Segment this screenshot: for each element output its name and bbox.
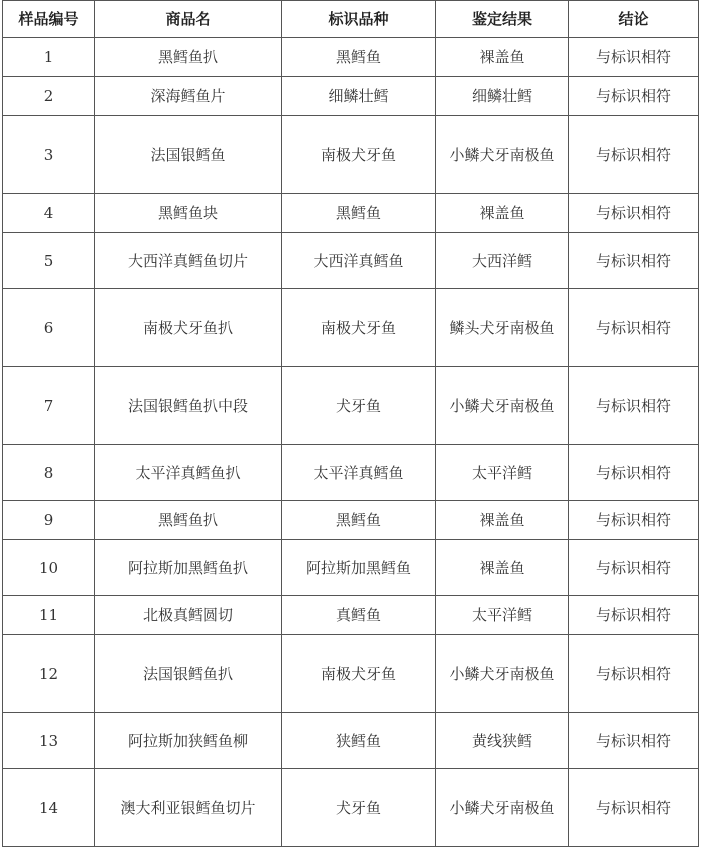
cell-result: 小鳞犬牙南极鱼 [436,367,569,445]
cell-labeled-species: 南极犬牙鱼 [282,116,436,194]
cell-labeled-species: 南极犬牙鱼 [282,635,436,713]
cell-sample-id: 1 [3,38,95,77]
cell-sample-id: 2 [3,77,95,116]
table-row [3,635,699,713]
cell-conclusion: 与标识相符 [569,596,699,635]
cell-product-name: 黑鳕鱼扒 [95,501,282,540]
cell-conclusion: 与标识相符 [569,540,699,596]
cell-labeled-species: 狭鳕鱼 [282,713,436,769]
cell-conclusion: 与标识相符 [569,713,699,769]
cell-result: 小鳞犬牙南极鱼 [436,769,569,847]
table-row [3,77,699,116]
cell-sample-id: 5 [3,233,95,289]
table-row [3,367,699,445]
cell-conclusion: 与标识相符 [569,77,699,116]
cell-conclusion: 与标识相符 [569,289,699,367]
header-row [3,1,699,38]
cell-conclusion: 与标识相符 [569,445,699,501]
table-row [3,194,699,233]
cell-sample-id: 13 [3,713,95,769]
cell-conclusion: 与标识相符 [569,38,699,77]
cell-result: 裸盖鱼 [436,501,569,540]
cell-result: 太平洋鳕 [436,596,569,635]
cell-product-name: 北极真鳕圆切 [95,596,282,635]
header-product-name: 商品名 [95,1,282,38]
cell-labeled-species: 细鳞壮鳕 [282,77,436,116]
cell-product-name: 黑鳕鱼块 [95,194,282,233]
cell-labeled-species: 黑鳕鱼 [282,194,436,233]
cell-conclusion: 与标识相符 [569,367,699,445]
table-row [3,445,699,501]
cell-sample-id: 3 [3,116,95,194]
cell-sample-id: 4 [3,194,95,233]
cell-sample-id: 14 [3,769,95,847]
results-table [2,0,699,847]
cell-labeled-species: 南极犬牙鱼 [282,289,436,367]
cell-result: 细鳞壮鳕 [436,77,569,116]
cell-conclusion: 与标识相符 [569,769,699,847]
cell-product-name: 澳大利亚银鳕鱼切片 [95,769,282,847]
table-row [3,233,699,289]
cell-result: 黄线狭鳕 [436,713,569,769]
cell-product-name: 大西洋真鳕鱼切片 [95,233,282,289]
cell-result: 鳞头犬牙南极鱼 [436,289,569,367]
cell-product-name: 太平洋真鳕鱼扒 [95,445,282,501]
cell-result: 小鳞犬牙南极鱼 [436,116,569,194]
cell-sample-id: 9 [3,501,95,540]
cell-result: 裸盖鱼 [436,38,569,77]
cell-labeled-species: 太平洋真鳕鱼 [282,445,436,501]
header-labeled-species: 标识品种 [282,1,436,38]
cell-labeled-species: 黑鳕鱼 [282,38,436,77]
cell-sample-id: 6 [3,289,95,367]
cell-result: 裸盖鱼 [436,540,569,596]
cell-product-name: 法国银鳕鱼 [95,116,282,194]
cell-product-name: 黑鳕鱼扒 [95,38,282,77]
cell-product-name: 南极犬牙鱼扒 [95,289,282,367]
cell-labeled-species: 黑鳕鱼 [282,501,436,540]
header-identification-result: 鉴定结果 [436,1,569,38]
cell-result: 裸盖鱼 [436,194,569,233]
cell-conclusion: 与标识相符 [569,116,699,194]
table-row [3,116,699,194]
table-row [3,289,699,367]
cell-product-name: 法国银鳕鱼扒 [95,635,282,713]
header-conclusion: 结论 [569,1,699,38]
cell-product-name: 阿拉斯加黑鳕鱼扒 [95,540,282,596]
cell-labeled-species: 犬牙鱼 [282,367,436,445]
cell-labeled-species: 犬牙鱼 [282,769,436,847]
cell-sample-id: 11 [3,596,95,635]
cell-product-name: 阿拉斯加狭鳕鱼柳 [95,713,282,769]
table-row [3,540,699,596]
cell-result: 小鳞犬牙南极鱼 [436,635,569,713]
table-row [3,713,699,769]
cell-result: 大西洋鳕 [436,233,569,289]
cell-conclusion: 与标识相符 [569,233,699,289]
cell-product-name: 深海鳕鱼片 [95,77,282,116]
cell-conclusion: 与标识相符 [569,635,699,713]
cell-labeled-species: 大西洋真鳕鱼 [282,233,436,289]
table-row [3,596,699,635]
cell-sample-id: 12 [3,635,95,713]
cell-sample-id: 8 [3,445,95,501]
cell-sample-id: 7 [3,367,95,445]
table-row [3,501,699,540]
cell-conclusion: 与标识相符 [569,194,699,233]
cell-labeled-species: 阿拉斯加黑鳕鱼 [282,540,436,596]
cell-product-name: 法国银鳕鱼扒中段 [95,367,282,445]
table-row [3,38,699,77]
cell-labeled-species: 真鳕鱼 [282,596,436,635]
cell-conclusion: 与标识相符 [569,501,699,540]
cell-sample-id: 10 [3,540,95,596]
header-sample-id: 样品编号 [3,1,95,38]
table-row [3,769,699,847]
cell-result: 太平洋鳕 [436,445,569,501]
